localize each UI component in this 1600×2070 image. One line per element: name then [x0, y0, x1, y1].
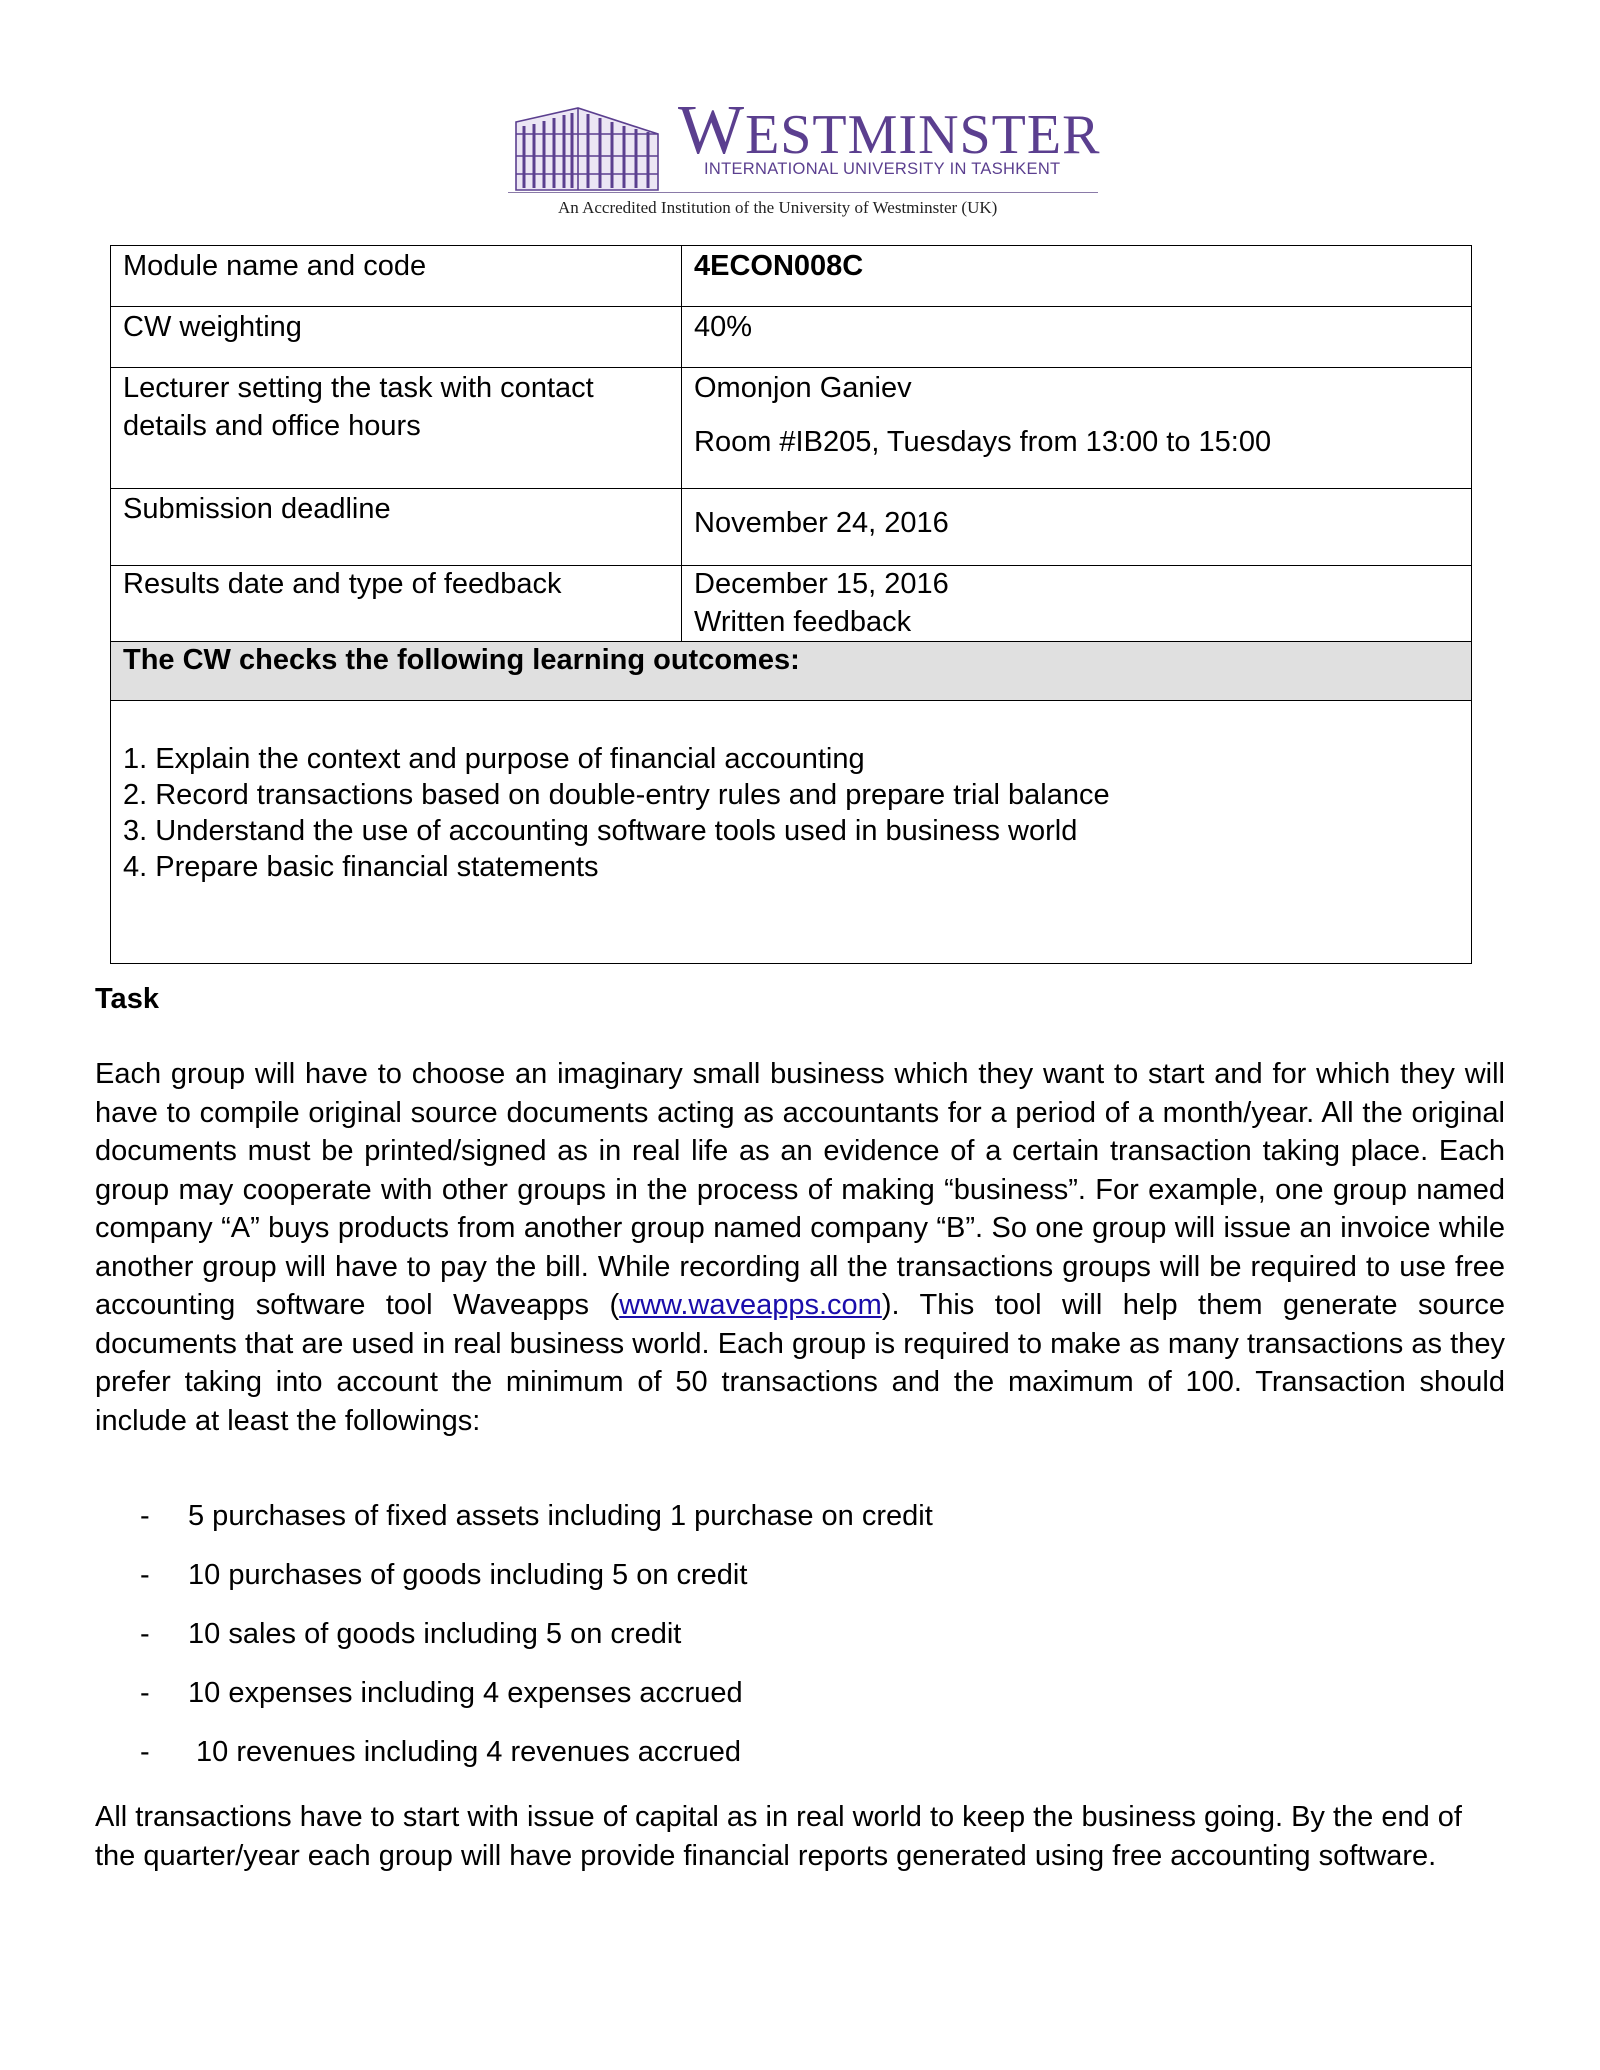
list-item-text: 10 sales of goods including 5 on credit: [188, 1618, 682, 1650]
building-illustration-icon: [508, 104, 668, 192]
lecturer-label: Lecturer setting the task with contact details and office hours: [111, 368, 682, 489]
list-item: 3. Understand the use of accounting software tools used in business world: [123, 815, 1078, 848]
coursework-info-table: [110, 245, 1472, 964]
results-label: Results date and type of feedback: [111, 566, 682, 642]
logo-wordmark: WESTMINSTER: [678, 92, 1101, 169]
learning-outcomes-list: [111, 701, 1472, 964]
table-row: [111, 307, 1472, 368]
lecturer-name: Omonjon Ganiev: [694, 372, 912, 404]
weighting-label: CW weighting: [111, 307, 682, 368]
deadline-cell: [682, 489, 1472, 566]
list-item: 2. Record transactions based on double-entry rules and prepare trial balance: [123, 779, 1110, 812]
module-code: 4ECON008C: [682, 246, 1472, 307]
task-description: [95, 1055, 1505, 1440]
list-item-text: 10 purchases of goods including 5 on credit: [188, 1559, 748, 1591]
bullet-marker: -: [140, 1618, 150, 1650]
bullet-marker: -: [140, 1500, 150, 1532]
table-row: [111, 489, 1472, 566]
task-text: ). This tool will help them generate source documents that are used in real business world. Each group is required to make as many transactions as they prefer taking into account the minimum of 50 transactions and the maximum of 100. Transaction should include at least the followings:: [95, 1289, 1505, 1437]
results-feedback-type: Written feedback: [694, 605, 912, 638]
outcomes-heading: The CW checks the following learning outcomes:: [111, 642, 1472, 701]
capital-paragraph: All transactions have to start with issue of capital as in real world to keep the business going. By the end of the quarter/year each group will have provide financial reports generated using free accounting software.: [95, 1801, 1462, 1872]
bullet-marker: -: [140, 1677, 150, 1709]
lecturer-details: [682, 368, 1472, 489]
table-row: [111, 368, 1472, 489]
lecturer-office-hours: Room #IB205, Tuesdays from 13:00 to 15:00: [694, 425, 1272, 458]
results-cell: [682, 566, 1472, 642]
table-row: [111, 566, 1472, 642]
list-item: 1. Explain the context and purpose of financial accounting: [123, 743, 865, 776]
logo-divider: [508, 192, 1098, 193]
logo-subtitle: INTERNATIONAL UNIVERSITY IN TASHKENT: [704, 160, 1061, 178]
table-row: [111, 701, 1472, 964]
list-item-text: 10 expenses including 4 expenses accrued: [188, 1677, 743, 1709]
module-label: Module name and code: [111, 246, 682, 307]
bullet-marker: -: [140, 1736, 150, 1768]
university-logo: [508, 92, 1101, 222]
deadline-value: November 24, 2016: [694, 507, 949, 539]
results-date: December 15, 2016: [694, 568, 949, 600]
waveapps-link[interactable]: www.waveapps.com: [619, 1289, 882, 1321]
list-item-text: 10 revenues including 4 revenues accrued: [188, 1736, 741, 1768]
weighting-value: 40%: [682, 307, 1472, 368]
table-row: [111, 642, 1472, 701]
list-item-text: 5 purchases of fixed assets including 1 purchase on credit: [188, 1500, 933, 1532]
task-heading: Task: [95, 983, 159, 1015]
list-item: 4. Prepare basic financial statements: [123, 851, 599, 884]
task-text: Each group will have to choose an imaginary small business which they want to start and for which they will have to compile original source documents acting as accountants for a period of a month/year. All the original documents must be printed/signed as in real life as an evidence of a certain transaction taking place. Each group may cooperate with other groups in the process of making “business”. For example, one group named company “A” buys products from another group named company “B”. So one group will issue an invoice while another group will have to pay the bill. While recording all the transactions groups will be required to use free accounting software tool Waveapps (: [95, 1058, 1505, 1321]
table-row: [111, 246, 1472, 307]
deadline-label: Submission deadline: [111, 489, 682, 566]
bullet-marker: -: [140, 1559, 150, 1591]
logo-tagline: An Accredited Institution of the University of Westminster (UK): [558, 198, 998, 217]
